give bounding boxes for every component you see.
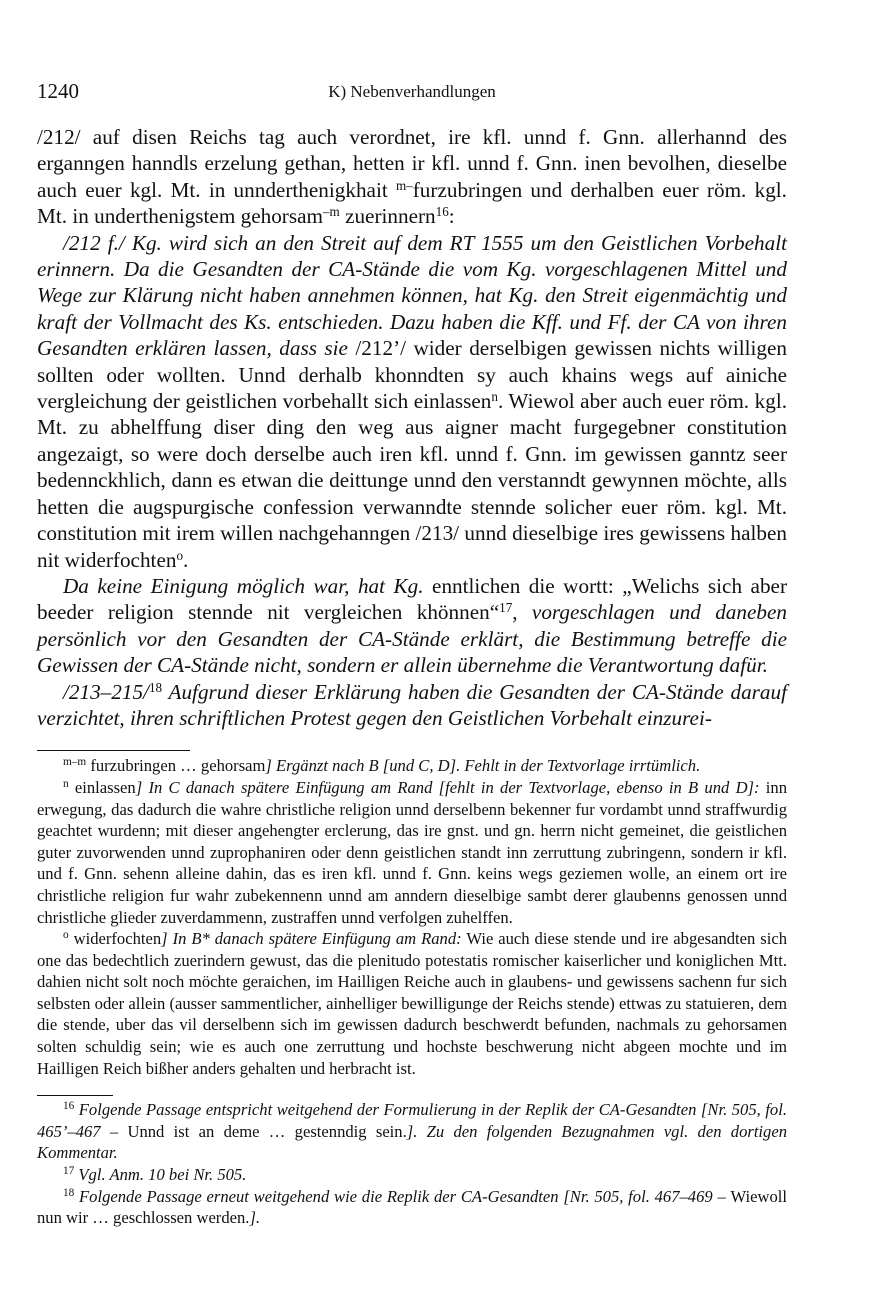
page-number: 1240 <box>37 79 79 103</box>
critical-mark-o[interactable]: o <box>176 547 183 563</box>
footnote-ref-17[interactable]: 17 <box>499 600 513 616</box>
running-head <box>37 78 787 104</box>
critical-apparatus <box>37 755 787 1079</box>
footnote-16: $^{16}$ Folgende Passage entspricht weitgehend der Formulierung in der Replik der CA-Gesandten [Nr. 505, fol. 465’–467 – Unnd ist an deme … gestenndig sein.]. Zu den folgenden Bezugnahmen vgl. den dortigen Kommentar. <box>37 1100 788 1163</box>
book-page <box>37 78 787 1229</box>
critical-mark-n[interactable]: n <box>491 388 498 404</box>
footnotes-divider <box>37 1095 113 1096</box>
running-title: K) Nebenverhandlungen <box>328 82 496 101</box>
main-text <box>37 124 787 731</box>
paragraph-2: /212 f./ Kg. wird sich an den Streit auf dem RT 1555 um den Geistlichen Vorbehalt erinnern. Da die Gesandten der CA-Stände die vom Kg. vorgeschlagenen Mittel und Wege zur Klärung nicht haben annehmen können, hat Kg. den Streit eigenmächtig und kraft der Vollmacht des Ks. entschieden. Dazu haben die Kff. und Ff. der CA von ihren Gesandten erklären lassen, dass sie /212’/ wider derselbigen gewissen nichts willigen sollten oder wollten. Unnd derhalb khonndten sy auch khains wegs auf ainiche vergleichung der geistlichen vorbehallt sich einlassen$^n$. Wiewol aber auch euer röm. kgl. Mt. zu abhelffung diser ding den weg aus aigner macht furgegebner constitution angezaigt, so were doch derselbe auch iren kfl. unnd f. Gnn. im gewissen ganntz seer bedennckhlich, dann es etwan die deittunge unnd den verstanndt gewynnen möchte, alls hetten die augspurgische confession verwanndte stennde solicher euer röm. kgl. Mt. constitution mit irem willen nachgehanngen /213/ unnd dieselbige ires gewissens halben nit widerfochten$^o$. <box>37 230 787 572</box>
paragraph-4: /213–215/$^{18}$ Aufgrund dieser Erklärung haben die Gesandten der CA-Stände darauf verzichtet, ihren schriftlichen Protest gegen den Geistlichen Vorbehalt einzurei- <box>37 679 787 730</box>
critical-note-m: $^{m-m}$ furzubringen … gehorsam] Ergänzt nach B [und C, D]. Fehlt in der Textvorlage irrtümlich. <box>63 756 701 776</box>
editorial-summary: /212 f./ Kg. wird sich an den Streit auf dem RT 1555 um den Geistlichen Vorbehalt erinnern. Da die Gesandten der CA-Stände die vom Kg. vorgeschlagenen Mittel und Wege zur Klärung nicht haben annehmen können, hat Kg. den Streit eigenmächtig und kraft der Vollmacht des Ks. entschieden. Dazu haben die Kff. und Ff. der CA von ihren Gesandten erklären lassen, dass sie <box>37 230 787 361</box>
footnotes <box>37 1099 787 1229</box>
footnote-17: $^{17}$ Vgl. Anm. 10 bei Nr. 505. <box>63 1164 247 1185</box>
footnote-18: $^{18}$ Folgende Passage erneut weitgehend wie die Replik der CA-Gesandten [Nr. 505, fol. 467–469 – Wiewoll nun wir … geschlossen werden.]. <box>37 1186 787 1228</box>
paragraph-3: Da keine Einigung möglich war, hat Kg. enntlichen die wortt: „Welichs sich aber beeder religion stennde nit vergleichen khönnen“$^{17}$, vorgeschlagen und daneben persönlich vor den Gesandten der CA-Stände erklärt, die Bestimmung betreffe die Gewissen der CA-Stände nicht, sondern er allein übernehme die Verantwortung dafür. <box>37 573 787 678</box>
critical-mark-m-close: –m <box>322 204 340 219</box>
critical-note-n: $^n$ einlassen] In C danach spätere Einfügung am Rand [fehlt in der Textvorlage, ebenso in B und D]: inn erwegung, das dadurch die wahre christliche religion unnd derselbenn bekenner fur vordambt unnd straffwurdig geachtet wurdenn; mit dieser angehengter erclerung, das ire gnst. und gn. herrn nicht gemeinet, die geistlichen guter zuvorwenden unnd zuprophaniren oder denn geistlichen standt inn zerruttung zubringenn, sondern ir kfl. und f. Gnn. sehenn alleine dahin, das es iren kfl. unnd f. Gnn. keins wegs geziemen wolle, an einem ort ire christliche religion fur wahr zubekennenn unnd am anndern dieselbige sambt derer glaubenns genossen unnd christliche glieder zuverdammenn, zustraffen unnd verfolgen zuhelffen. <box>37 777 788 927</box>
paragraph-1: /212/ auf disen Reichs tag auch verordnet, ire kfl. unnd f. Gnn. allerhannd des erganngen hanndls erzelung gethan, hetten ir kfl. unnd f. Gnn. inen bevolhen, dieselbe auch euer kgl. Mt. in unnderthenigkhait $^{m-}$furzubringen und derhalben euer röm. kgl. Mt. in underthenigstem gehorsam$^{-m}$ zuerinnern$^{16}$: <box>37 125 787 229</box>
critical-mark-m-open: m– <box>395 177 413 193</box>
footnote-ref-18[interactable]: 18 <box>148 679 163 695</box>
critical-apparatus-divider <box>37 750 190 751</box>
footnote-ref-16[interactable]: 16 <box>435 204 449 219</box>
critical-note-o: $^o$ widerfochten] In B* danach spätere Einfügung am Rand: Wie auch diese stende und ire abgesandten sich one das bedechtlich zuerindern gewust, das die plenitudo potestatis romischer kaiserlicher und koniglichen Mtt. dahien nicht solt noch möchte geraichen, im Hailligen Reiche auch in glaubens- und gewissens sachenn fur sich selbsten oder allein (ausser sammentlicher, ainhelliger bewilligunge der Reichs stende) ettwas zu statuieren, dem die stende, uber das vil derselbenn sich im gewissen dadurch beschwerdt befunden, nachmals zu gehorsamen solten schuldig sein; wie es auch one zerruttung und hochste beschwerung nicht abgeen mochte und im Hailligen Reich bißher anders gehalten und herbracht ist. <box>37 928 788 1078</box>
